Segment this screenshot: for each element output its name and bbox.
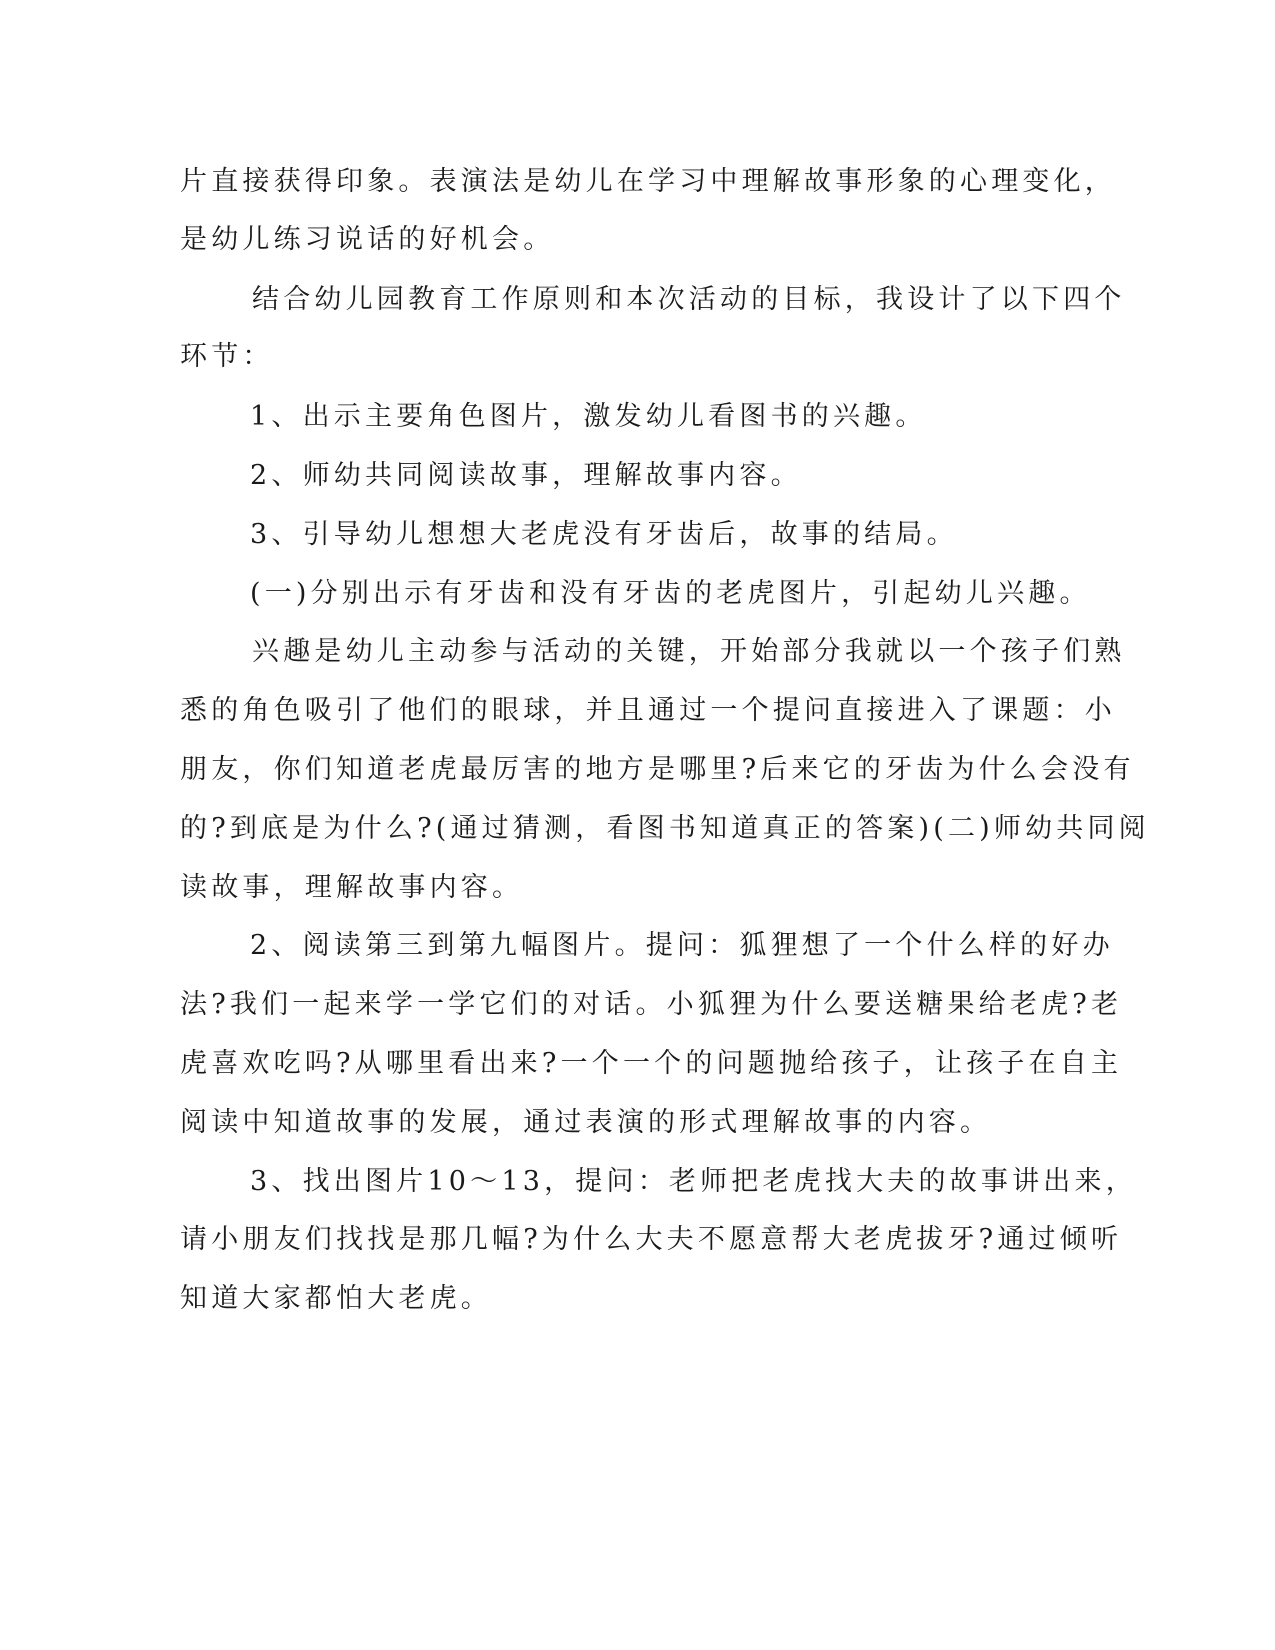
text-line: 法?我们一起来学一学它们的对话。小狐狸为什么要送糖果给老虎?老 xyxy=(180,989,1123,1020)
text-line: 结合幼儿园教育工作原则和本次活动的目标，我设计了以下四个 xyxy=(252,284,1126,315)
text-line: 是幼儿练习说话的好机会。 xyxy=(180,224,555,255)
text-line: 虎喜欢吃吗?从哪里看出来?一个一个的问题抛给孩子，让孩子在自主 xyxy=(180,1048,1123,1079)
text-line: 3、引导幼儿想想大老虎没有牙齿后，故事的结局。 xyxy=(250,519,958,550)
text-line: 1、出示主要角色图片，激发幼儿看图书的兴趣。 xyxy=(250,401,927,432)
text-line: 知道大家都怕大老虎。 xyxy=(180,1283,492,1314)
text-line: 读故事，理解故事内容。 xyxy=(180,872,524,903)
text-line: 片直接获得印象。表演法是幼儿在学习中理解故事形象的心理变化， xyxy=(180,166,1116,197)
text-line: 环节： xyxy=(180,341,274,372)
text-line: 兴趣是幼儿主动参与活动的关键，开始部分我就以一个孩子们熟 xyxy=(252,636,1126,667)
text-line: (一)分别出示有牙齿和没有牙齿的老虎图片，引起幼儿兴趣。 xyxy=(250,578,1091,609)
text-line: 的?到底是为什么?(通过猜测，看图书知道真正的答案)(二)师幼共同阅 xyxy=(180,813,1150,844)
text-line: 悉的角色吸引了他们的眼球，并且通过一个提问直接进入了课题：小 xyxy=(180,695,1116,726)
text-line: 阅读中知道故事的发展，通过表演的形式理解故事的内容。 xyxy=(180,1107,992,1138)
text-line: 2、师幼共同阅读故事，理解故事内容。 xyxy=(250,460,802,491)
text-line: 2、阅读第三到第九幅图片。提问：狐狸想了一个什么样的好办 xyxy=(250,930,1114,961)
text-line: 请小朋友们找找是那几幅?为什么大夫不愿意帮大老虎拔牙?通过倾听 xyxy=(180,1224,1123,1255)
text-line: 朋友，你们知道老虎最厉害的地方是哪里?后来它的牙齿为什么会没有 xyxy=(180,754,1135,785)
text-line: 3、找出图片10～13，提问：老师把老虎找大夫的故事讲出来， xyxy=(250,1166,1137,1197)
